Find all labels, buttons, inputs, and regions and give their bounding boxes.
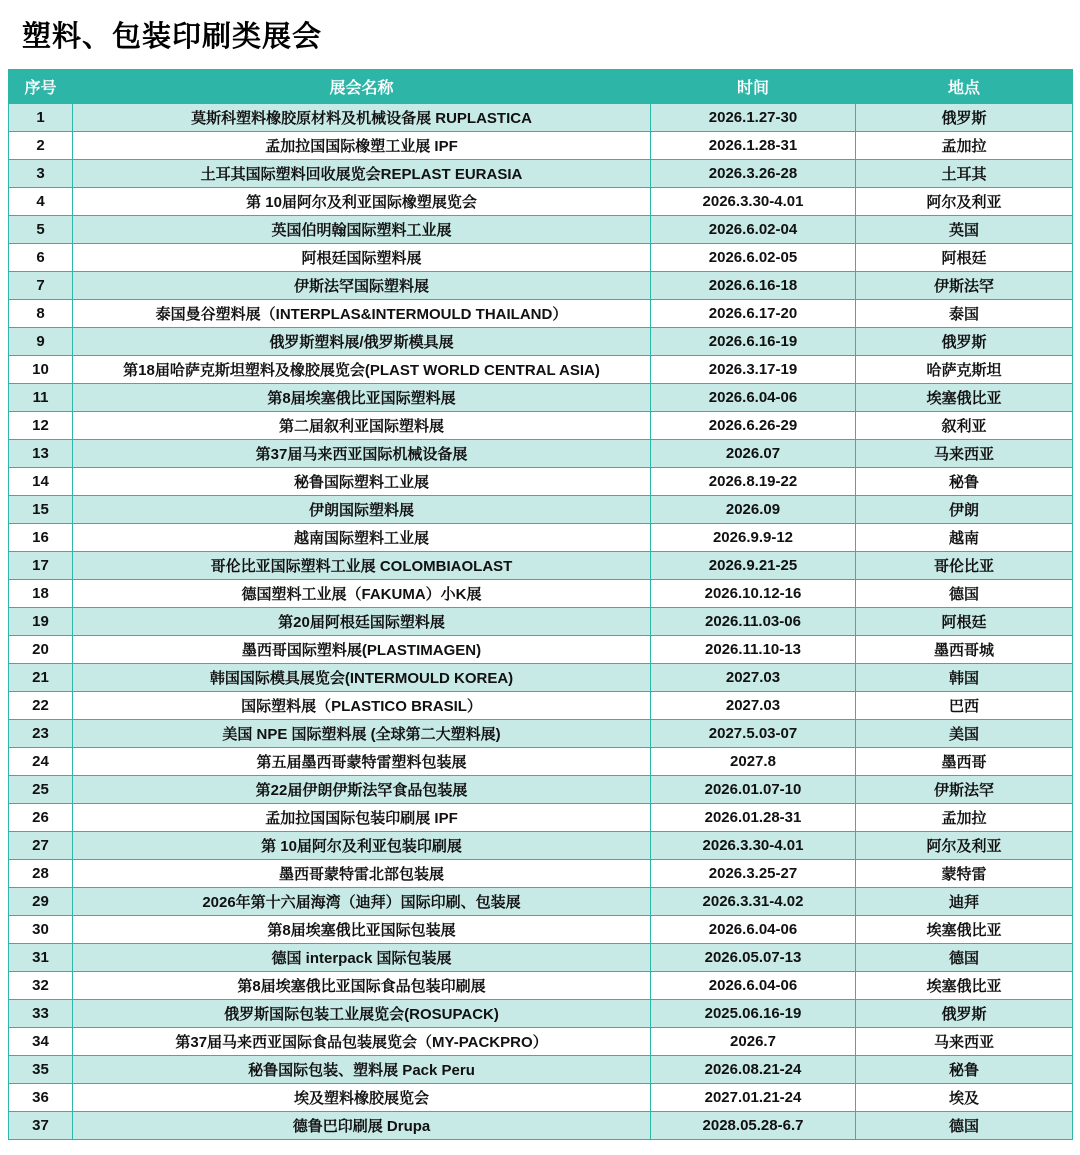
time-cell: 2026.6.04-06 bbox=[651, 972, 856, 1000]
row-number-cell: 23 bbox=[9, 720, 73, 748]
row-number-cell: 15 bbox=[9, 496, 73, 524]
location-cell: 俄罗斯 bbox=[856, 104, 1073, 132]
row-number-cell: 1 bbox=[9, 104, 73, 132]
row-number-cell: 13 bbox=[9, 440, 73, 468]
exhibition-name-cell: 埃及塑料橡胶展览会 bbox=[73, 1084, 651, 1112]
time-cell: 2026.6.16-19 bbox=[651, 328, 856, 356]
exhibition-name-cell: 俄罗斯国际包装工业展览会(ROSUPACK) bbox=[73, 1000, 651, 1028]
time-cell: 2026.6.16-18 bbox=[651, 272, 856, 300]
location-cell: 德国 bbox=[856, 580, 1073, 608]
location-cell: 土耳其 bbox=[856, 160, 1073, 188]
exhibition-name-cell: 孟加拉国国际橡塑工业展 IPF bbox=[73, 132, 651, 160]
table-row bbox=[9, 804, 1073, 832]
row-number-cell: 26 bbox=[9, 804, 73, 832]
row-number-cell: 28 bbox=[9, 860, 73, 888]
exhibition-name-cell: 2026年第十六届海湾（迪拜）国际印刷、包装展 bbox=[73, 888, 651, 916]
location-cell: 哥伦比亚 bbox=[856, 552, 1073, 580]
exhibition-name-cell: 英国伯明翰国际塑料工业展 bbox=[73, 216, 651, 244]
location-cell: 叙利亚 bbox=[856, 412, 1073, 440]
table-row bbox=[9, 496, 1073, 524]
time-cell: 2026.6.17-20 bbox=[651, 300, 856, 328]
table-row bbox=[9, 832, 1073, 860]
time-cell: 2026.05.07-13 bbox=[651, 944, 856, 972]
time-cell: 2026.6.04-06 bbox=[651, 916, 856, 944]
location-cell: 孟加拉 bbox=[856, 132, 1073, 160]
exhibition-name-cell: 国际塑料展（PLASTICO BRASIL） bbox=[73, 692, 651, 720]
table-row bbox=[9, 244, 1073, 272]
time-cell: 2027.5.03-07 bbox=[651, 720, 856, 748]
row-number-cell: 20 bbox=[9, 636, 73, 664]
row-number-cell: 6 bbox=[9, 244, 73, 272]
exhibition-name-cell: 伊斯法罕国际塑料展 bbox=[73, 272, 651, 300]
location-cell: 俄罗斯 bbox=[856, 328, 1073, 356]
table-row bbox=[9, 608, 1073, 636]
time-cell: 2028.05.28-6.7 bbox=[651, 1112, 856, 1140]
location-cell: 秘鲁 bbox=[856, 1056, 1073, 1084]
row-number-cell: 22 bbox=[9, 692, 73, 720]
column-header-location: 地点 bbox=[856, 70, 1073, 104]
table-row bbox=[9, 972, 1073, 1000]
row-number-cell: 2 bbox=[9, 132, 73, 160]
time-cell: 2026.09 bbox=[651, 496, 856, 524]
column-header-number: 序号 bbox=[9, 70, 73, 104]
page-title: 塑料、包装印刷类展会 bbox=[22, 21, 323, 53]
row-number-cell: 31 bbox=[9, 944, 73, 972]
exhibition-name-cell: 第37届马来西亚国际机械设备展 bbox=[73, 440, 651, 468]
table-row bbox=[9, 216, 1073, 244]
column-header-name: 展会名称 bbox=[73, 70, 651, 104]
location-cell: 泰国 bbox=[856, 300, 1073, 328]
row-number-cell: 7 bbox=[9, 272, 73, 300]
time-cell: 2026.1.27-30 bbox=[651, 104, 856, 132]
row-number-cell: 9 bbox=[9, 328, 73, 356]
exhibition-name-cell: 阿根廷国际塑料展 bbox=[73, 244, 651, 272]
row-number-cell: 16 bbox=[9, 524, 73, 552]
row-number-cell: 21 bbox=[9, 664, 73, 692]
exhibition-name-cell: 墨西哥蒙特雷北部包装展 bbox=[73, 860, 651, 888]
location-cell: 哈萨克斯坦 bbox=[856, 356, 1073, 384]
exhibition-name-cell: 哥伦比亚国际塑料工业展 COLOMBIAOLAST bbox=[73, 552, 651, 580]
location-cell: 孟加拉 bbox=[856, 804, 1073, 832]
row-number-cell: 35 bbox=[9, 1056, 73, 1084]
row-number-cell: 17 bbox=[9, 552, 73, 580]
table-row bbox=[9, 132, 1073, 160]
exhibition-name-cell: 第8届埃塞俄比亚国际食品包装印刷展 bbox=[73, 972, 651, 1000]
time-cell: 2026.3.17-19 bbox=[651, 356, 856, 384]
table-body bbox=[9, 104, 1073, 1140]
location-cell: 阿尔及利亚 bbox=[856, 832, 1073, 860]
row-number-cell: 24 bbox=[9, 748, 73, 776]
exhibition-name-cell: 秘鲁国际包装、塑料展 Pack Peru bbox=[73, 1056, 651, 1084]
column-header-time: 时间 bbox=[651, 70, 856, 104]
exhibition-name-cell: 墨西哥国际塑料展(PLASTIMAGEN) bbox=[73, 636, 651, 664]
time-cell: 2027.8 bbox=[651, 748, 856, 776]
location-cell: 秘鲁 bbox=[856, 468, 1073, 496]
row-number-cell: 11 bbox=[9, 384, 73, 412]
table-row bbox=[9, 1000, 1073, 1028]
table-row bbox=[9, 1112, 1073, 1140]
exhibition-name-cell: 土耳其国际塑料回收展览会REPLAST EURASIA bbox=[73, 160, 651, 188]
time-cell: 2027.03 bbox=[651, 664, 856, 692]
location-cell: 阿根廷 bbox=[856, 608, 1073, 636]
location-cell: 墨西哥 bbox=[856, 748, 1073, 776]
exhibition-name-cell: 孟加拉国国际包装印刷展 IPF bbox=[73, 804, 651, 832]
exhibition-name-cell: 第20届阿根廷国际塑料展 bbox=[73, 608, 651, 636]
location-cell: 阿尔及利亚 bbox=[856, 188, 1073, 216]
location-cell: 美国 bbox=[856, 720, 1073, 748]
exhibition-name-cell: 第五届墨西哥蒙特雷塑料包装展 bbox=[73, 748, 651, 776]
exhibition-name-cell: 越南国际塑料工业展 bbox=[73, 524, 651, 552]
table-row bbox=[9, 1028, 1073, 1056]
time-cell: 2026.6.26-29 bbox=[651, 412, 856, 440]
location-cell: 马来西亚 bbox=[856, 440, 1073, 468]
exhibition-name-cell: 第8届埃塞俄比亚国际塑料展 bbox=[73, 384, 651, 412]
row-number-cell: 29 bbox=[9, 888, 73, 916]
table-row bbox=[9, 664, 1073, 692]
location-cell: 越南 bbox=[856, 524, 1073, 552]
exhibition-name-cell: 伊朗国际塑料展 bbox=[73, 496, 651, 524]
time-cell: 2026.10.12-16 bbox=[651, 580, 856, 608]
row-number-cell: 19 bbox=[9, 608, 73, 636]
table-row bbox=[9, 636, 1073, 664]
table-row bbox=[9, 440, 1073, 468]
table-row bbox=[9, 776, 1073, 804]
location-cell: 英国 bbox=[856, 216, 1073, 244]
row-number-cell: 5 bbox=[9, 216, 73, 244]
row-number-cell: 18 bbox=[9, 580, 73, 608]
location-cell: 埃及 bbox=[856, 1084, 1073, 1112]
exhibition-name-cell: 第 10届阿尔及利亚包装印刷展 bbox=[73, 832, 651, 860]
location-cell: 德国 bbox=[856, 944, 1073, 972]
table-row bbox=[9, 720, 1073, 748]
location-cell: 伊斯法罕 bbox=[856, 272, 1073, 300]
location-cell: 迪拜 bbox=[856, 888, 1073, 916]
exhibition-name-cell: 泰国曼谷塑料展（INTERPLAS&INTERMOULD THAILAND） bbox=[73, 300, 651, 328]
row-number-cell: 4 bbox=[9, 188, 73, 216]
table-row bbox=[9, 748, 1073, 776]
table-row bbox=[9, 524, 1073, 552]
row-number-cell: 32 bbox=[9, 972, 73, 1000]
time-cell: 2026.08.21-24 bbox=[651, 1056, 856, 1084]
location-cell: 德国 bbox=[856, 1112, 1073, 1140]
exhibition-name-cell: 美国 NPE 国际塑料展 (全球第二大塑料展) bbox=[73, 720, 651, 748]
exhibition-name-cell: 第37届马来西亚国际食品包装展览会（MY-PACKPRO） bbox=[73, 1028, 651, 1056]
exhibition-name-cell: 俄罗斯塑料展/俄罗斯模具展 bbox=[73, 328, 651, 356]
table-row bbox=[9, 944, 1073, 972]
location-cell: 巴西 bbox=[856, 692, 1073, 720]
row-number-cell: 37 bbox=[9, 1112, 73, 1140]
row-number-cell: 12 bbox=[9, 412, 73, 440]
table-row bbox=[9, 356, 1073, 384]
location-cell: 墨西哥城 bbox=[856, 636, 1073, 664]
table-row bbox=[9, 328, 1073, 356]
time-cell: 2026.3.31-4.02 bbox=[651, 888, 856, 916]
time-cell: 2026.11.10-13 bbox=[651, 636, 856, 664]
time-cell: 2026.3.30-4.01 bbox=[651, 188, 856, 216]
exhibition-name-cell: 韩国国际模具展览会(INTERMOULD KOREA) bbox=[73, 664, 651, 692]
row-number-cell: 3 bbox=[9, 160, 73, 188]
location-cell: 俄罗斯 bbox=[856, 1000, 1073, 1028]
time-cell: 2026.11.03-06 bbox=[651, 608, 856, 636]
table-row bbox=[9, 888, 1073, 916]
time-cell: 2026.01.07-10 bbox=[651, 776, 856, 804]
exhibition-table bbox=[8, 69, 1073, 1140]
table-row bbox=[9, 160, 1073, 188]
row-number-cell: 25 bbox=[9, 776, 73, 804]
time-cell: 2027.03 bbox=[651, 692, 856, 720]
location-cell: 埃塞俄比亚 bbox=[856, 384, 1073, 412]
exhibition-name-cell: 第二届叙利亚国际塑料展 bbox=[73, 412, 651, 440]
location-cell: 阿根廷 bbox=[856, 244, 1073, 272]
exhibition-name-cell: 第22届伊朗伊斯法罕食品包装展 bbox=[73, 776, 651, 804]
location-cell: 伊斯法罕 bbox=[856, 776, 1073, 804]
row-number-cell: 14 bbox=[9, 468, 73, 496]
table-row bbox=[9, 916, 1073, 944]
exhibition-name-cell: 第18届哈萨克斯坦塑料及橡胶展览会(PLAST WORLD CENTRAL ASIA) bbox=[73, 356, 651, 384]
location-cell: 蒙特雷 bbox=[856, 860, 1073, 888]
time-cell: 2027.01.21-24 bbox=[651, 1084, 856, 1112]
time-cell: 2026.3.25-27 bbox=[651, 860, 856, 888]
time-cell: 2026.3.30-4.01 bbox=[651, 832, 856, 860]
row-number-cell: 10 bbox=[9, 356, 73, 384]
table-row bbox=[9, 860, 1073, 888]
table-row bbox=[9, 300, 1073, 328]
time-cell: 2026.3.26-28 bbox=[651, 160, 856, 188]
location-cell: 马来西亚 bbox=[856, 1028, 1073, 1056]
exhibition-name-cell: 第8届埃塞俄比亚国际包装展 bbox=[73, 916, 651, 944]
time-cell: 2026.9.21-25 bbox=[651, 552, 856, 580]
time-cell: 2026.01.28-31 bbox=[651, 804, 856, 832]
table-row bbox=[9, 384, 1073, 412]
table-row bbox=[9, 272, 1073, 300]
time-cell: 2026.8.19-22 bbox=[651, 468, 856, 496]
location-cell: 埃塞俄比亚 bbox=[856, 916, 1073, 944]
time-cell: 2026.7 bbox=[651, 1028, 856, 1056]
table-row bbox=[9, 1056, 1073, 1084]
row-number-cell: 34 bbox=[9, 1028, 73, 1056]
row-number-cell: 27 bbox=[9, 832, 73, 860]
table-row bbox=[9, 468, 1073, 496]
location-cell: 伊朗 bbox=[856, 496, 1073, 524]
table-row bbox=[9, 552, 1073, 580]
exhibition-name-cell: 莫斯科塑料橡胶原材料及机械设备展 RUPLASTICA bbox=[73, 104, 651, 132]
row-number-cell: 36 bbox=[9, 1084, 73, 1112]
table-row bbox=[9, 1084, 1073, 1112]
table-header-row bbox=[9, 70, 1073, 104]
time-cell: 2026.6.02-05 bbox=[651, 244, 856, 272]
table-row bbox=[9, 580, 1073, 608]
row-number-cell: 30 bbox=[9, 916, 73, 944]
table-row bbox=[9, 692, 1073, 720]
row-number-cell: 33 bbox=[9, 1000, 73, 1028]
exhibition-name-cell: 德国塑料工业展（FAKUMA）小K展 bbox=[73, 580, 651, 608]
time-cell: 2026.07 bbox=[651, 440, 856, 468]
table-row bbox=[9, 412, 1073, 440]
table-row bbox=[9, 104, 1073, 132]
table-row bbox=[9, 188, 1073, 216]
row-number-cell: 8 bbox=[9, 300, 73, 328]
exhibition-name-cell: 德鲁巴印刷展 Drupa bbox=[73, 1112, 651, 1140]
time-cell: 2026.6.04-06 bbox=[651, 384, 856, 412]
time-cell: 2026.6.02-04 bbox=[651, 216, 856, 244]
time-cell: 2026.9.9-12 bbox=[651, 524, 856, 552]
location-cell: 埃塞俄比亚 bbox=[856, 972, 1073, 1000]
location-cell: 韩国 bbox=[856, 664, 1073, 692]
exhibition-name-cell: 德国 interpack 国际包装展 bbox=[73, 944, 651, 972]
time-cell: 2025.06.16-19 bbox=[651, 1000, 856, 1028]
exhibition-name-cell: 秘鲁国际塑料工业展 bbox=[73, 468, 651, 496]
exhibition-name-cell: 第 10届阿尔及利亚国际橡塑展览会 bbox=[73, 188, 651, 216]
time-cell: 2026.1.28-31 bbox=[651, 132, 856, 160]
